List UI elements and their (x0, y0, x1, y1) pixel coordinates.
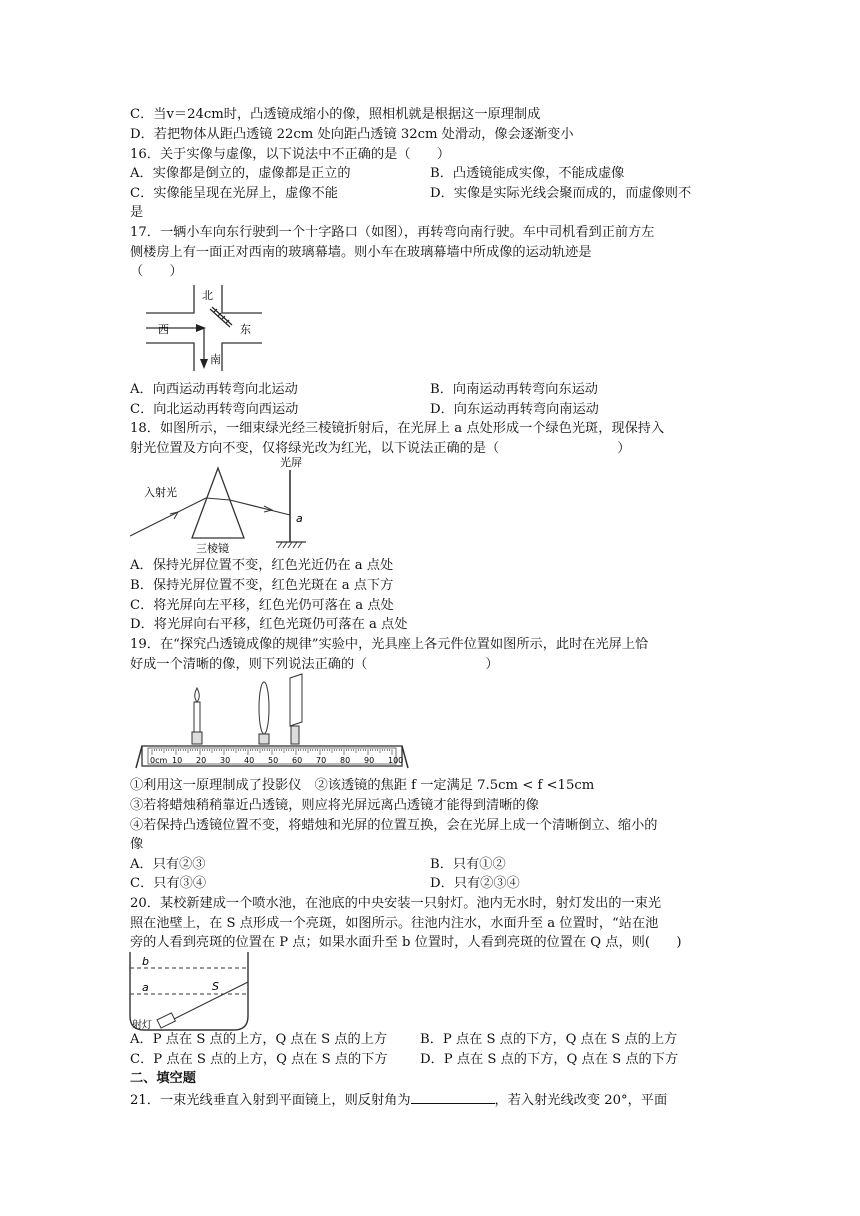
q18-stem-1: 18．如图所示，一细束绿光经三棱镜折射后，在光屏上 a 点处形成一个绿色光斑，现保持入 (130, 421, 665, 436)
q19-option-d: D．只有②③④ (430, 876, 520, 891)
label-south: 南 (210, 353, 221, 366)
ruler-label: 70 (316, 756, 327, 765)
q18-option-d: D．将光屏向右平移，红色光斑仍可落在 a 点处 (130, 617, 408, 632)
q19-stem-2: 好成一个清晰的像，则下列说法正确的（ ） (130, 657, 499, 672)
q16-option-a: A．实像都是倒立的，虚像都是正立的 (130, 166, 351, 181)
q20-stem-3: 旁的人看到亮斑的位置在 P 点；如果水面升至 b 位置时，人看到亮斑的位置在 Q 点，则( ) (130, 935, 682, 950)
q17-option-d: D．向东运动再转弯向南运动 (430, 402, 599, 417)
ruler-label: 100 (388, 756, 404, 765)
ruler-label: 40 (244, 756, 255, 765)
q17-option-b: B．向南运动再转弯向东运动 (430, 382, 598, 397)
ruler-label: 30 (220, 756, 231, 765)
q19-statement-4: ④若保持凸透镜位置不变，将蜡烛和光屏的位置互换，会在光屏上成一个清晰倒立、缩小的 (130, 818, 658, 833)
label-west: 西 (158, 323, 169, 336)
q21-stem: 21．一束光线垂直入射到平面镜上，则反射角为 ，若入射光线改变 20°，平面 (130, 1090, 667, 1110)
q19-option-c: C．只有③④ (130, 876, 207, 891)
ruler-label: 60 (292, 756, 303, 765)
q15-option-c: C．当v＝24cm时，凸透镜成缩小的像，照相机就是根据这一原理制成 (130, 107, 541, 122)
q17-stem-2: 侧楼房上有一面正对西南的玻璃幕墙。则小车在玻璃幕墙中所成像的运动轨迹是 (130, 245, 592, 260)
label-incident-light: 入射光 (144, 486, 177, 499)
q20-stem-1: 20．某校新建成一个喷水池，在池底的中央安装一只射灯。池内无水时，射灯发出的一束光 (130, 896, 662, 911)
q18-option-b: B．保持光屏位置不变，红色光斑在 a 点下方 (130, 578, 394, 593)
q19-statement-1-2: ①利用这一原理制成了投影仪 ②该透镜的焦距 f 一定满足 7.5cm < f <15cm (130, 778, 595, 793)
label-spot-s: S (212, 980, 219, 993)
q19-option-b: B．只有①② (430, 857, 506, 872)
ruler-label: 80 (340, 756, 351, 765)
label-lamp: 射灯 (132, 1020, 152, 1031)
q18-stem-2: 射光位置及方向不变，仅将绿光改为红光，以下说法正确的是（ ） (130, 441, 631, 456)
q17-stem-1: 17．一辆小车向东行驶到一个十字路口（如图），再转弯向南行驶。车中司机看到正前方左 (130, 225, 655, 240)
label-east: 东 (240, 323, 251, 336)
q21-answer-blank (411, 1090, 495, 1104)
q20-option-a: A．P 点在 S 点的上方，Q 点在 S 点的上方 (130, 1032, 388, 1047)
q20-option-c: C．P 点在 S 点的上方，Q 点在 S 点的下方 (130, 1052, 388, 1067)
ruler-label: 90 (364, 756, 375, 765)
q19-statement-3: ③若将蜡烛稍稍靠近凸透镜，则应将光屏远离凸透镜才能得到清晰的像 (130, 798, 539, 813)
q19-option-a: A．只有②③ (130, 857, 206, 872)
q16-option-b: B．凸透镜能成实像，不能成虚像 (430, 166, 625, 181)
ruler-label: 10 (172, 756, 183, 765)
q17-option-c: C．向北运动再转弯向西运动 (130, 402, 299, 417)
q17-stem-3: （ ） (130, 264, 183, 279)
q18-option-a: A．保持光屏位置不变，红色光近仍在 a 点处 (130, 558, 394, 573)
q15-option-d: D．若把物体从距凸透镜 22cm 处向距凸透镜 32cm 处滑动，像会逐渐变小 (130, 127, 574, 142)
q17-option-a: A．向西运动再转弯向北运动 (130, 382, 298, 397)
q19-stem-1: 19．在“探究凸透镜成像的规律”实验中，光具座上各元件位置如图所示，此时在光屏上恰 (130, 637, 649, 652)
q16-option-d-cont: 是 (130, 205, 144, 220)
crossroad-diagram (144, 283, 264, 373)
q16-stem: 16．关于实像与虚像，以下说法中不正确的是（ ） (130, 147, 451, 162)
ruler-label: 20 (196, 756, 207, 765)
label-prism: 三棱镜 (196, 542, 229, 555)
label-screen: 光屏 (280, 456, 302, 469)
prism-diagram (130, 456, 320, 556)
optical-bench-diagram (134, 672, 410, 776)
q16-option-d: D．实像是实际光线会聚而成的，而虚像则不 (430, 186, 692, 201)
q19-statement-4-cont: 像 (130, 837, 144, 852)
section-fill-in-heading: 二、填空题 (130, 1071, 196, 1086)
q16-option-c: C．实像能呈现在光屏上，虚像不能 (130, 186, 338, 201)
q18-option-c: C．将光屏向左平移，红色光仍可落在 a 点处 (130, 598, 394, 613)
label-level-a: a (142, 981, 149, 994)
ruler-label: 50 (268, 756, 279, 765)
pool-diagram (128, 950, 252, 1032)
label-north: 北 (202, 289, 213, 302)
label-level-b: b (142, 955, 149, 968)
q20-option-b: B．P 点在 S 点的下方，Q 点在 S 点的上方 (420, 1032, 678, 1047)
ruler-label: 0cm (150, 756, 168, 765)
q20-option-d: D．P 点在 S 点的下方，Q 点在 S 点的下方 (420, 1052, 679, 1067)
q20-stem-2: 照在池壁上，在 S 点形成一个亮斑，如图所示。往池内注水，水面升至 a 位置时，“站在池 (130, 916, 659, 931)
label-point-a: a (296, 512, 303, 525)
